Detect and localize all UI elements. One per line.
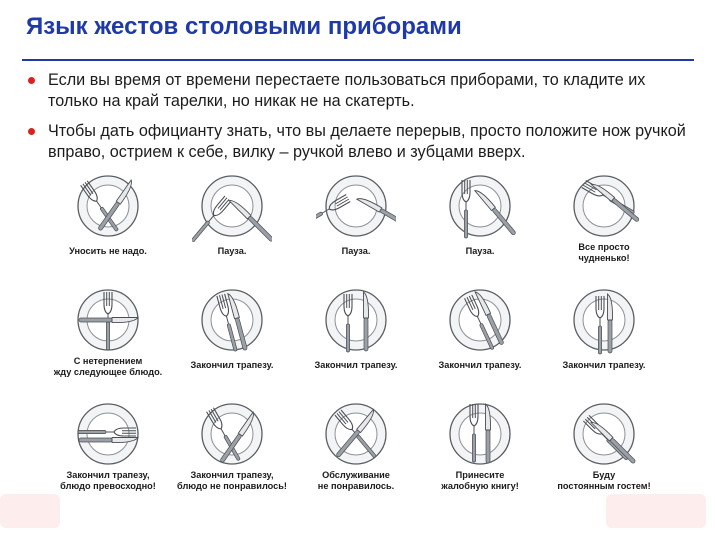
caption-line: Закончил трапезу. — [438, 360, 522, 370]
caption — [418, 360, 542, 371]
caption — [418, 470, 542, 492]
caption — [294, 360, 418, 371]
plate-with-cutlery-icon — [316, 170, 396, 242]
caption-line: постоянным гостем! — [557, 481, 651, 491]
caption-line: Закончил трапезу, — [66, 470, 150, 480]
caption — [294, 246, 418, 257]
knife-icon — [608, 294, 613, 353]
plate-icon — [450, 176, 510, 236]
caption — [46, 356, 170, 378]
plate-with-cutlery-icon — [440, 398, 520, 470]
bullet-dot-icon — [28, 128, 35, 135]
caption — [542, 242, 666, 264]
etiquette-cell — [170, 280, 294, 388]
bullet-item — [28, 121, 688, 163]
etiquette-cell — [46, 394, 170, 502]
plate-with-cutlery-icon — [564, 170, 644, 242]
caption-line: С нетерпением — [73, 356, 143, 366]
etiquette-cell — [542, 166, 666, 274]
page-title: Язык жестов столовыми приборами — [26, 13, 462, 40]
plate-icon — [202, 176, 262, 236]
plate-with-cutlery-icon — [192, 170, 272, 242]
plate-with-cutlery-icon — [68, 398, 148, 470]
plate-with-cutlery-icon — [192, 398, 272, 470]
etiquette-cell — [294, 280, 418, 388]
cutlery-etiquette-grid — [46, 166, 666, 500]
caption — [542, 470, 666, 492]
plate-with-cutlery-icon — [68, 170, 148, 242]
bullet-dot-icon — [28, 77, 35, 84]
plate-with-cutlery-icon — [316, 398, 396, 470]
caption — [294, 470, 418, 492]
caption-line: Пауза. — [217, 246, 247, 256]
plate-with-cutlery-icon — [192, 284, 272, 356]
caption-line: жалобную книгу! — [441, 481, 519, 491]
caption — [542, 360, 666, 371]
caption-line: чудненько! — [578, 253, 630, 263]
etiquette-cell — [46, 280, 170, 388]
bullet-text: Если вы время от времени перестаете пользоваться приборами, то кладите их только на край тарелки, но никак не на скатерть. — [48, 71, 646, 110]
etiquette-cell — [170, 166, 294, 274]
caption-line: Закончил трапезу, — [190, 470, 274, 480]
bullet-text: Чтобы дать официанту знать, что вы делаете перерыв, просто положите нож ручкой вправо, острием к себе, вилку – ручкой влево и зубцами вверх. — [48, 122, 686, 161]
caption-line: Принесите — [455, 470, 505, 480]
plate-icon — [450, 404, 510, 464]
caption — [418, 246, 542, 257]
plate-with-cutlery-icon — [68, 284, 148, 356]
title-underline — [22, 59, 694, 61]
plate-icon — [326, 290, 386, 350]
plate-with-cutlery-icon — [440, 170, 520, 242]
caption-line: не понравилось. — [317, 481, 395, 491]
caption-line: Обслуживание — [322, 470, 390, 480]
caption-line: Буду — [592, 470, 616, 480]
knife-icon — [79, 438, 138, 443]
caption-line: блюдо превосходно! — [60, 481, 156, 491]
etiquette-cell — [418, 280, 542, 388]
etiquette-cell — [418, 166, 542, 274]
caption-line: Уносить не надо. — [69, 246, 147, 256]
etiquette-cell — [170, 394, 294, 502]
caption-line: Все просто — [578, 242, 630, 252]
caption-line: Закончил трапезу. — [562, 360, 646, 370]
bullet-item — [28, 70, 688, 112]
plate-with-cutlery-icon — [564, 398, 644, 470]
caption-line: жду следующее блюдо. — [53, 367, 163, 377]
knife-icon — [486, 404, 491, 463]
caption — [170, 470, 294, 492]
plate-with-cutlery-icon — [564, 284, 644, 356]
caption-line: Пауза. — [465, 246, 495, 256]
etiquette-cell — [46, 166, 170, 274]
caption-line: Пауза. — [341, 246, 371, 256]
etiquette-cell — [542, 394, 666, 502]
etiquette-cell — [294, 166, 418, 274]
knife-icon — [79, 318, 138, 323]
caption — [46, 246, 170, 257]
etiquette-cell — [542, 280, 666, 388]
plate-with-cutlery-icon — [316, 284, 396, 356]
etiquette-cell — [294, 394, 418, 502]
caption-line: Закончил трапезу. — [314, 360, 398, 370]
caption-line: блюдо не понравилось! — [177, 481, 287, 491]
knife-icon — [364, 292, 369, 351]
caption — [170, 360, 294, 371]
plate-icon — [78, 404, 138, 464]
caption — [46, 470, 170, 492]
caption-line: Закончил трапезу. — [190, 360, 274, 370]
etiquette-cell — [418, 394, 542, 502]
caption — [170, 246, 294, 257]
plate-with-cutlery-icon — [440, 284, 520, 356]
